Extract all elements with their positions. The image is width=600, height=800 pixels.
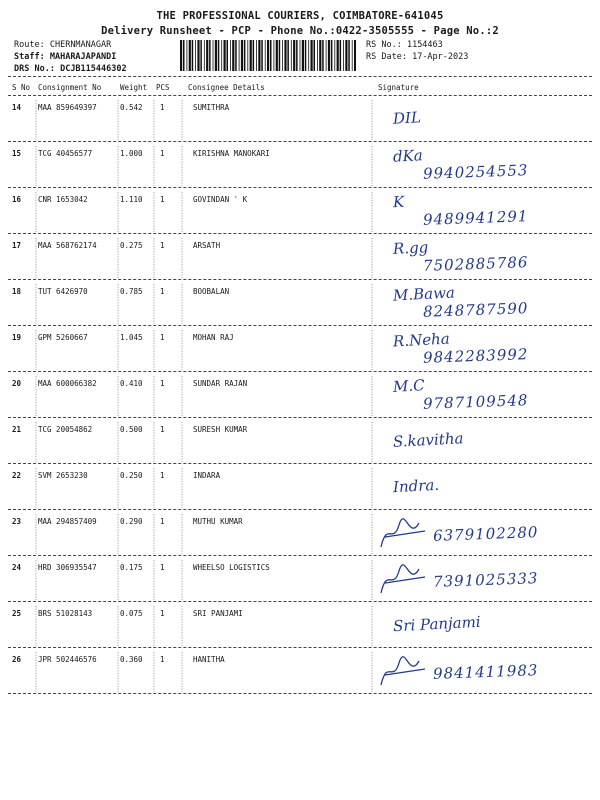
table-row [0,603,600,649]
cell-pcs: 1 [160,333,165,342]
cell-consignee: KIRISHNA MANOKARI [193,149,270,158]
drs-label: DRS No.: [14,64,55,74]
route-label: Route: [14,40,45,50]
cell-pcs: 1 [160,563,165,572]
col-sno: S No [12,83,31,92]
cell-sno: 14 [12,103,22,112]
cell-sno: 16 [12,195,22,204]
row-rule [8,693,592,694]
row-rule [8,601,592,602]
signature-cell [375,603,600,649]
cell-consignee: MUTHU KUMAR [193,517,243,526]
table-row [0,143,600,189]
signature-phone: 9841411983 [432,661,539,683]
drs-line [14,64,127,74]
signature-cell [375,327,600,373]
cell-weight: 0.500 [120,425,143,434]
staff-label: Staff: [14,52,45,62]
row-rule [8,647,592,648]
table-row [0,235,600,281]
cell-consignment: TCG 40456577 [38,149,93,158]
cell-weight: 1.045 [120,333,143,342]
cell-consignment: CNR 1653042 [38,195,88,204]
signature-cell [375,143,600,189]
cell-consignee: BOOBALAN [193,287,230,296]
drs-value: DCJB115446302 [60,64,127,74]
signature-mark: DIL [392,108,422,128]
rs-no-label: RS No.: [366,40,402,50]
signature-cell [375,511,600,557]
cell-weight: 1.000 [120,149,143,158]
signature-scribble [375,649,435,695]
cell-sno: 24 [12,563,22,572]
cell-consignment: MAA 859649397 [38,103,97,112]
signature-cell [375,373,600,419]
cell-sno: 15 [12,149,22,158]
signature-mark: Sri Panjami [392,612,482,636]
cell-consignment: GPM 5260667 [38,333,88,342]
table-row [0,189,600,235]
cell-consignee: SUMITHRA [193,103,230,112]
col-signature: Signature [378,83,419,92]
row-rule [8,371,592,372]
cell-weight: 0.360 [120,655,143,664]
cell-weight: 0.542 [120,103,143,112]
cell-pcs: 1 [160,287,165,296]
col-consignee: Consignee Details [188,83,265,92]
signature-mark: K [392,192,405,212]
cell-consignee: INDARA [193,471,221,480]
cell-pcs: 1 [160,425,165,434]
cell-weight: 0.290 [120,517,143,526]
signature-mark: dKa [392,146,424,166]
signature-cell [375,235,600,281]
col-pcs: PCS [156,83,170,92]
row-rule [8,279,592,280]
rs-no-line [366,40,443,50]
cell-sno: 26 [12,655,22,664]
cell-weight: 0.175 [120,563,143,572]
table-row [0,281,600,327]
signature-cell [375,649,600,695]
row-rule [8,233,592,234]
col-consignment: Consignment No [38,83,102,92]
cell-consignment: TUT 6426970 [38,287,88,296]
cell-pcs: 1 [160,655,165,664]
signature-phone: 9940254553 [422,161,529,183]
cell-consignee: MOHAN RAJ [193,333,234,342]
signature-cell [375,97,600,143]
staff-value: MAHARAJAPANDI [49,52,117,62]
signature-mark: R.gg [392,238,429,258]
cell-sno: 20 [12,379,22,388]
signature-mark: Indra. [392,475,440,497]
cell-consignee: HANITHA [193,655,225,664]
cell-sno: 18 [12,287,22,296]
signature-mark: M.C [392,376,426,396]
barcode [178,40,356,71]
cell-sno: 21 [12,425,22,434]
cell-sno: 23 [12,517,22,526]
cell-weight: 0.075 [120,609,143,618]
cell-sno: 19 [12,333,22,342]
table-row [0,419,600,465]
signature-phone: 8248787590 [422,299,529,321]
table-row [0,327,600,373]
signature-phone: 7391025333 [432,569,539,591]
cell-consignment: BRS 51028143 [38,609,93,618]
cell-sno: 17 [12,241,22,250]
table-row [0,465,600,511]
cell-consignee: ARSATH [193,241,221,250]
cell-consignment: MAA 600066382 [38,379,97,388]
signature-mark: M.Bawa [392,283,456,305]
row-rule [8,555,592,556]
cell-consignee: WHEELSO LOGISTICS [193,563,270,572]
col-weight: Weight [120,83,148,92]
table-row [0,649,600,695]
signature-phone: 9842283992 [422,345,529,367]
signature-mark: S.kavitha [392,429,464,451]
row-rule [8,325,592,326]
signature-cell [375,557,600,603]
cell-pcs: 1 [160,379,165,388]
cell-consignment: SVM 2653230 [38,471,88,480]
cell-consignment: MAA 294857409 [38,517,97,526]
rs-date-label: RS Date: [366,52,407,62]
cell-consignment: JPR 502446576 [38,655,97,664]
cell-weight: 0.785 [120,287,143,296]
cell-pcs: 1 [160,609,165,618]
row-rule [8,463,592,464]
cell-sno: 22 [12,471,22,480]
cell-sno: 25 [12,609,22,618]
cell-weight: 0.250 [120,471,143,480]
cell-consignee: GOVINDAN ' K [193,195,248,204]
cell-consignment: TCG 20054862 [38,425,93,434]
table-row [0,373,600,419]
signature-scribble [375,557,435,603]
cell-weight: 0.275 [120,241,143,250]
cell-consignee: SUNDAR RAJAN [193,379,248,388]
signature-cell [375,419,600,465]
row-rule [8,187,592,188]
signature-cell [375,189,600,235]
cell-pcs: 1 [160,241,165,250]
rs-date-line [366,52,468,62]
cell-weight: 1.110 [120,195,143,204]
cell-consignee: SURESH KUMAR [193,425,248,434]
cell-consignment: MAA 568762174 [38,241,97,250]
cell-consignee: SRI PANJAMI [193,609,243,618]
signature-cell [375,281,600,327]
cell-weight: 0.410 [120,379,143,388]
cell-pcs: 1 [160,517,165,526]
signature-scribble [375,511,435,557]
header-bottom-rule [8,95,592,96]
cell-pcs: 1 [160,471,165,480]
cell-consignment: HRD 306935547 [38,563,97,572]
signature-phone: 9489941291 [422,207,529,229]
header-top-rule [8,76,592,77]
signature-phone: 6379102280 [432,523,539,545]
rs-date-value: 17-Apr-2023 [412,52,469,62]
row-rule [8,509,592,510]
row-rule [8,417,592,418]
table-row [0,511,600,557]
row-rule [8,141,592,142]
signature-mark: R.Neha [392,329,451,351]
route-line [14,40,111,50]
signature-cell [375,465,600,511]
signature-phone: 7502885786 [422,253,529,275]
cell-pcs: 1 [160,195,165,204]
table-row [0,557,600,603]
table-row [0,97,600,143]
route-value: CHERNMANAGAR [49,40,112,50]
signature-phone: 9787109548 [422,391,529,413]
runsheet-title: Delivery Runsheet - PCP - Phone No.:0422-3505555 - Page No.:2 [101,25,499,37]
company-title: THE PROFESSIONAL COURIERS, COIMBATORE-641045 [156,10,444,22]
staff-line [14,52,116,62]
rs-no-value: 1154463 [406,40,443,50]
cell-pcs: 1 [160,149,165,158]
cell-pcs: 1 [160,103,165,112]
